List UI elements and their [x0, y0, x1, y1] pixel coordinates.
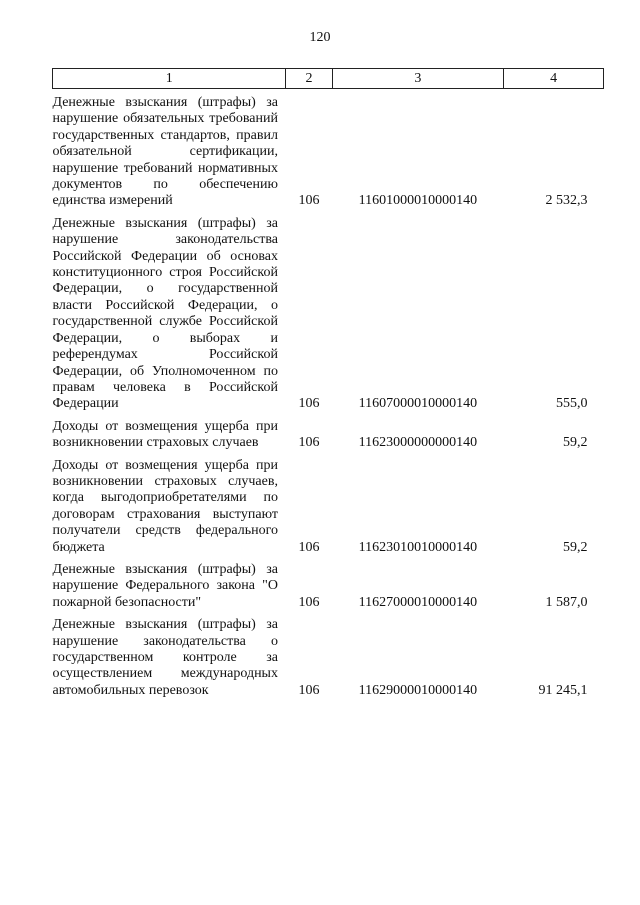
row-description: Доходы от возмещения ущерба при возникновении страховых случаев, когда выгодоприобретателями по договорам страхования выступают получатели средств федерального бюджета — [52, 457, 278, 555]
row-budget-code: 11607000010000140 — [358, 396, 478, 412]
table-row — [53, 611, 604, 699]
row-amount: 59,2 — [563, 539, 588, 555]
table-row — [53, 210, 604, 413]
row-amount: 91 245,1 — [538, 682, 588, 698]
row-description: Денежные взыскания (штрафы) за нарушение законодательства Российской Федерации об основах конституционного строя Российской Федерации, о государственной власти Российской Федерации, о государственной службе Российской Федерации, о выборах и референдумах Российской Федерации, об Уполномоченном по правам человека в Российской Федерации — [52, 215, 278, 412]
row-budget-code: 11623010010000140 — [358, 539, 478, 555]
budget-revenue-table — [52, 68, 604, 699]
table-row — [53, 413, 604, 452]
row-amount: 555,0 — [556, 396, 588, 412]
row-description: Денежные взыскания (штрафы) за нарушение законодательства о государственном контроле за осуществлением международных автомобильных перевозок — [52, 617, 278, 698]
row-amount: 1 587,0 — [545, 594, 588, 610]
table-row — [53, 452, 604, 556]
row-amount: 2 532,3 — [545, 193, 588, 209]
row-admin-code: 106 — [298, 682, 320, 698]
table-row — [53, 556, 604, 611]
header-col-2: 2 — [286, 69, 332, 89]
row-admin-code: 106 — [298, 594, 320, 610]
row-admin-code: 106 — [298, 193, 320, 209]
row-description: Доходы от возмещения ущерба при возникновении страховых случаев — [52, 418, 278, 451]
table-body — [53, 89, 604, 700]
row-budget-code: 11601000010000140 — [358, 193, 478, 209]
row-budget-code: 11627000010000140 — [358, 594, 478, 610]
row-admin-code: 106 — [298, 435, 320, 451]
row-description: Денежные взыскания (штрафы) за нарушение обязательных требований государственных стандартов, правил обязательной сертификации, нарушение требований нормативных документов по обеспечению единства измерений — [52, 95, 278, 209]
row-admin-code: 106 — [298, 396, 320, 412]
row-amount: 59,2 — [563, 435, 588, 451]
header-col-3: 3 — [332, 69, 504, 89]
header-row — [53, 69, 604, 89]
header-col-1: 1 — [53, 69, 286, 89]
row-budget-code: 11629000010000140 — [358, 682, 478, 698]
table-header — [53, 69, 604, 89]
table-row — [53, 89, 604, 210]
row-description: Денежные взыскания (штрафы) за нарушение Федерального закона "О пожарной безопасности" — [52, 561, 278, 610]
row-budget-code: 11623000000000140 — [358, 435, 478, 451]
header-col-4: 4 — [504, 69, 604, 89]
row-admin-code: 106 — [298, 539, 320, 555]
page-number: 120 — [309, 30, 331, 45]
